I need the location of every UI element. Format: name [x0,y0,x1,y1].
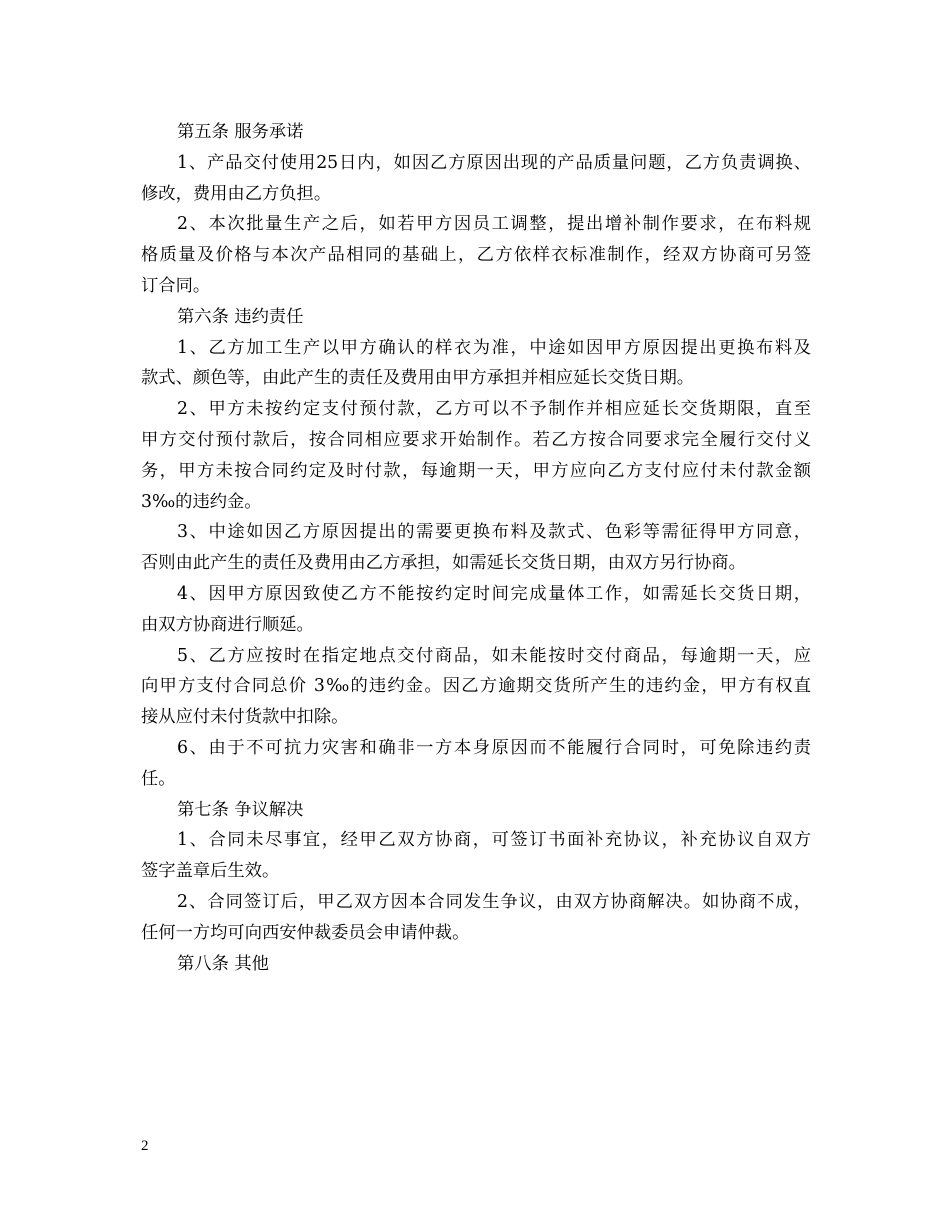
paragraph-line: 格质量及价格与本次产品相同的基础上，乙方依样衣标准制作，经双方协商可另签 [141,245,811,266]
paragraph-line: 1、合同未尽事宜，经甲乙双方协商，可签订书面补充协议，补充协议自双方 [177,830,811,851]
paragraph-line: 2、本次批量生产之后，如若甲方因员工调整，提出增补制作要求，在布料规 [177,214,811,235]
paragraph-line: 3、中途如因乙方原因提出的需要更换布料及款式、色彩等需征得甲方同意， [177,522,811,543]
section-heading-5: 第五条 服务承诺 [177,122,304,142]
paragraph-line: 由双方协商进行顺延。 [141,614,314,635]
paragraph-line: 否则由此产生的责任及费用由乙方承担，如需延长交货日期，由双方另行协商。 [141,553,746,574]
paragraph-line: 接从应付未付货款中扣除。 [141,707,349,728]
paragraph-line: 4、因甲方原因致使乙方不能按约定时间完成量体工作，如需延长交货日期， [177,583,811,604]
paragraph-line: 2、合同签订后，甲乙双方因本合同发生争议，由双方协商解决。如协商不成， [177,891,811,912]
section-heading-6: 第六条 违约责任 [177,306,304,327]
paragraph-line: 6、由于不可抗力灾害和确非一方本身原因而不能履行合同时，可免除违约责 [177,737,811,758]
page-number: 2 [141,1138,149,1154]
paragraph-line: 签字盖章后生效。 [141,861,280,882]
paragraph-line: 1、乙方加工生产以甲方确认的样衣为准，中途如因甲方原因提出更换布料及 [177,337,811,358]
paragraph-line: 向甲方支付合同总价 3‰的违约金。因乙方逾期交货所产生的违约金，甲方有权直 [141,676,811,697]
paragraph-line: 3‰的违约金。 [141,491,262,512]
paragraph-line: 甲方交付预付款后，按合同相应要求开始制作。若乙方按合同要求完全履行交付义 [141,429,811,450]
paragraph-line: 任何一方均可向西安仲裁委员会申请仲裁。 [141,922,470,943]
paragraph-line: 款式、颜色等，由此产生的责任及费用由甲方承担并相应延长交货日期。 [141,368,695,389]
paragraph-line: 5、乙方应按时在指定地点交付商品，如未能按时交付商品，每逾期一天，应 [177,645,811,666]
paragraph-line: 修改，费用由乙方负担。 [141,183,332,204]
paragraph-line: 2、甲方未按约定支付预付款，乙方可以不予制作并相应延长交货期限，直至 [177,399,811,420]
contract-body [141,117,811,979]
paragraph-line: 任。 [141,768,176,789]
paragraph-line: 务，甲方未按合同约定及时付款，每逾期一天，甲方应向乙方支付应付未付款金额 [141,460,811,481]
paragraph-line: 1、产品交付使用25日内，如因乙方原因出现的产品质量问题，乙方负责调换、 [177,152,811,173]
section-heading-7: 第七条 争议解决 [177,799,304,820]
section-heading-8: 第八条 其他 [177,953,269,974]
paragraph-line: 订合同。 [141,275,211,296]
